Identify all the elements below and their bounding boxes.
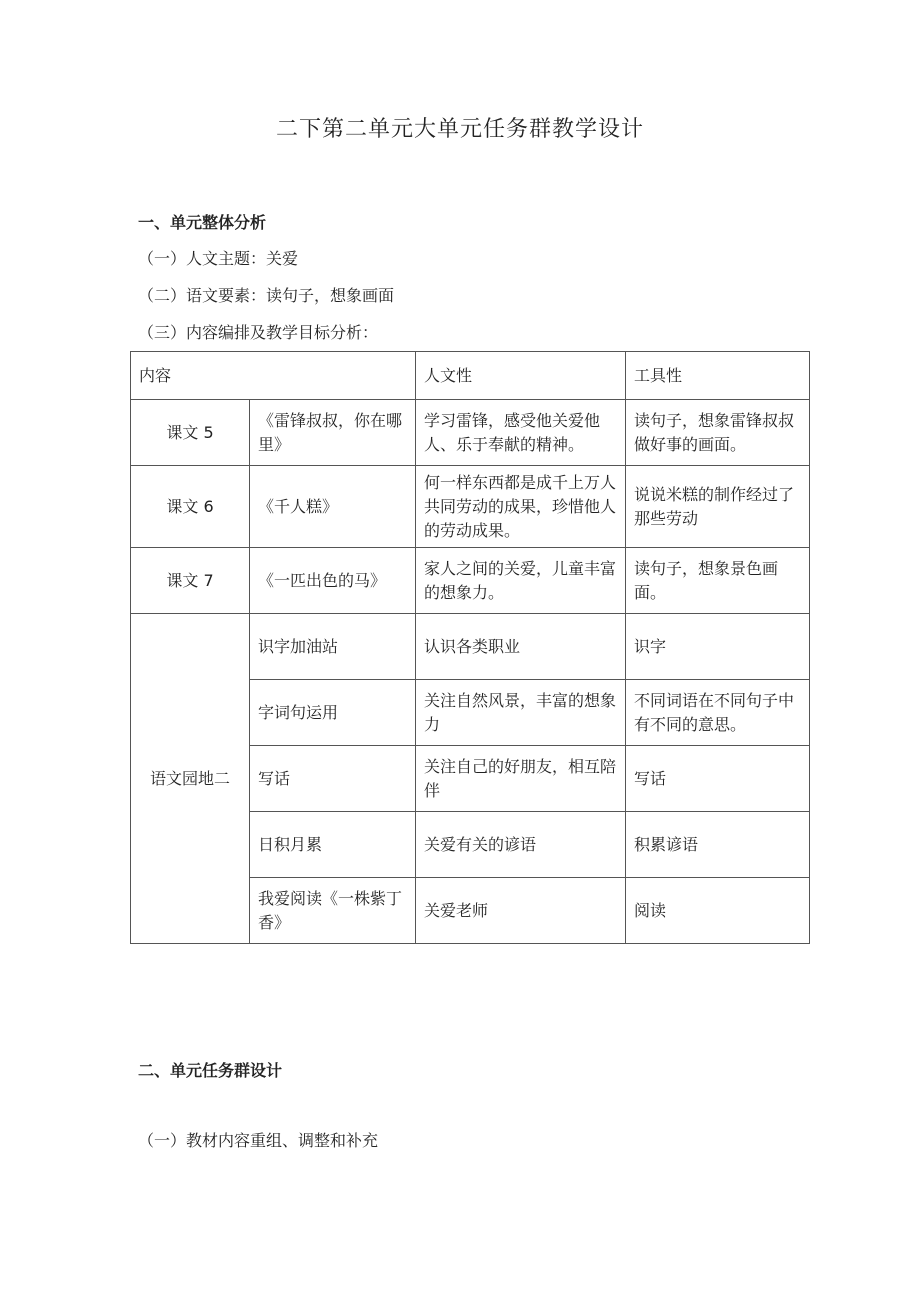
instrumental-cell: 不同词语在不同句子中有不同的意思。: [626, 680, 810, 746]
humanistic-cell: 关注自然风景，丰富的想象力: [416, 680, 626, 746]
document-title: 二下第二单元大单元任务群教学设计: [275, 117, 644, 142]
garden-item-title: 字词句运用: [250, 680, 416, 746]
table-row: [131, 614, 810, 680]
instrumental-cell: 说说米糕的制作经过了那些劳动: [626, 466, 810, 548]
garden-item-title: 识字加油站: [250, 614, 416, 680]
humanistic-cell: 学习雷锋，感受他关爱他人、乐于奉献的精神。: [416, 400, 626, 466]
lesson-title: 《千人糕》: [250, 466, 416, 548]
instrumental-cell: 阅读: [626, 878, 810, 944]
analysis-table: [130, 351, 810, 944]
garden-item-title: 写话: [250, 746, 416, 812]
lesson-label: 课文 7: [131, 548, 250, 614]
table-header-row: [131, 352, 810, 400]
humanistic-cell: 关爱老师: [416, 878, 626, 944]
section-1-item-2: （二）语文要素：读句子，想象画面: [138, 286, 395, 305]
instrumental-cell: 识字: [626, 614, 810, 680]
lesson-label: 课文 5: [131, 400, 250, 466]
garden-item-title: 我爱阅读《一株紫丁香》: [250, 878, 416, 944]
humanistic-cell: 关爱有关的谚语: [416, 812, 626, 878]
section-2-item-1: （一）教材内容重组、调整和补充: [138, 1131, 379, 1150]
instrumental-cell: 写话: [626, 746, 810, 812]
lesson-title: 《雷锋叔叔，你在哪里》: [250, 400, 416, 466]
humanistic-cell: 关注自己的好朋友，相互陪伴: [416, 746, 626, 812]
table-row: [131, 400, 810, 466]
lesson-label: 课文 6: [131, 466, 250, 548]
header-instrumental: 工具性: [626, 352, 810, 400]
header-humanistic: 人文性: [416, 352, 626, 400]
garden-item-title: 日积月累: [250, 812, 416, 878]
section-2-heading: 二、单元任务群设计: [138, 1061, 283, 1080]
instrumental-cell: 读句子，想象雷锋叔叔做好事的画面。: [626, 400, 810, 466]
instrumental-cell: 积累谚语: [626, 812, 810, 878]
lesson-title: 《一匹出色的马》: [250, 548, 416, 614]
section-1-item-3: （三）内容编排及教学目标分析：: [138, 323, 379, 342]
humanistic-cell: 认识各类职业: [416, 614, 626, 680]
garden-label: 语文园地二: [131, 614, 250, 944]
humanistic-cell: 何一样东西都是成千上万人共同劳动的成果，珍惜他人的劳动成果。: [416, 466, 626, 548]
instrumental-cell: 读句子，想象景色画面。: [626, 548, 810, 614]
section-1-item-1: （一）人文主题：关爱: [138, 249, 299, 268]
header-content: 内容: [131, 352, 416, 400]
humanistic-cell: 家人之间的关爱，儿童丰富的想象力。: [416, 548, 626, 614]
section-1-heading: 一、单元整体分析: [138, 213, 267, 232]
table-row: [131, 548, 810, 614]
table-row: [131, 466, 810, 548]
